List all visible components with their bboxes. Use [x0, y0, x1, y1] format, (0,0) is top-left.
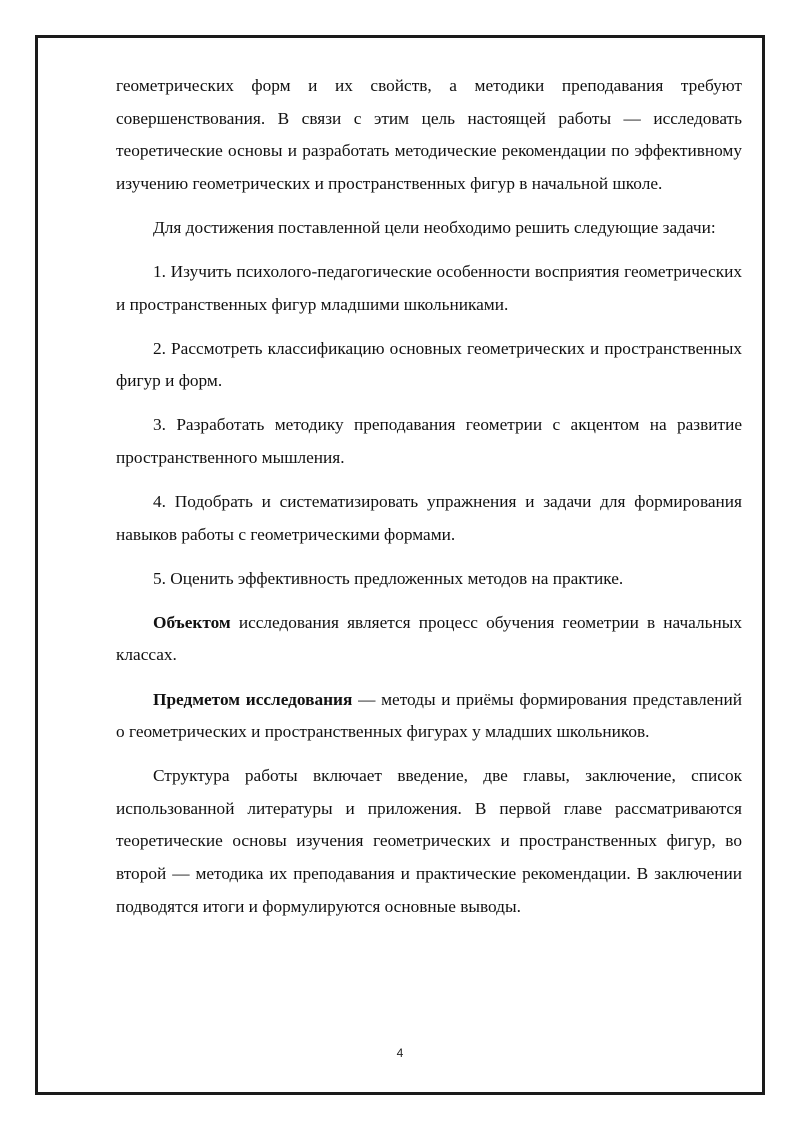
object-term: Объектом: [153, 612, 231, 632]
subject-text: — методы и приёмы формирования представлений о геометрических и пространственных фигурах у младших школьников.: [116, 689, 742, 742]
page-number: 4: [396, 1046, 404, 1060]
task-item-1: 1. Изучить психолого-педагогические особенности восприятия геометрических и пространственных фигур младшими школьниками.: [116, 261, 742, 314]
paragraph-continuation: геометрических форм и их свойств, а методики преподавания требуют совершенствования. В связи с этим цель настоящей работы — исследовать теоретические основы и разработать методические рекомендации по эффективному изучению геометрических и пространственных фигур в начальной школе.: [116, 76, 742, 193]
task-item-3: 3. Разработать методику преподавания геометрии с акцентом на развитие пространственного мышления.: [116, 415, 742, 467]
paragraph-subject: [116, 684, 742, 749]
paragraph-tasks-intro: Для достижения поставленной цели необходимо решить следующие задачи:: [153, 217, 716, 237]
task-item-5: 5. Оценить эффективность предложенных методов на практике.: [153, 568, 624, 588]
object-text: исследования является процесс обучения геометрии в начальных классах.: [116, 612, 742, 665]
subject-term: Предметом исследования: [153, 689, 353, 709]
document-body: [116, 70, 742, 935]
task-item-4: 4. Подобрать и систематизировать упражнения и задачи для формирования навыков работы с геометрическими формами.: [116, 492, 742, 544]
task-item-2: 2. Рассмотреть классификацию основных геометрических и пространственных фигур и форм.: [116, 338, 742, 391]
paragraph-object: [116, 607, 742, 672]
paragraph-structure: Структура работы включает введение, две главы, заключение, список использованной литературы и приложения. В первой главе рассматриваются теоретические основы изучения геометрических и пространственных фигур, во второй — методика их преподавания и практические рекомендации. В заключении подводятся итоги и формулируются основные выводы.: [116, 766, 742, 916]
